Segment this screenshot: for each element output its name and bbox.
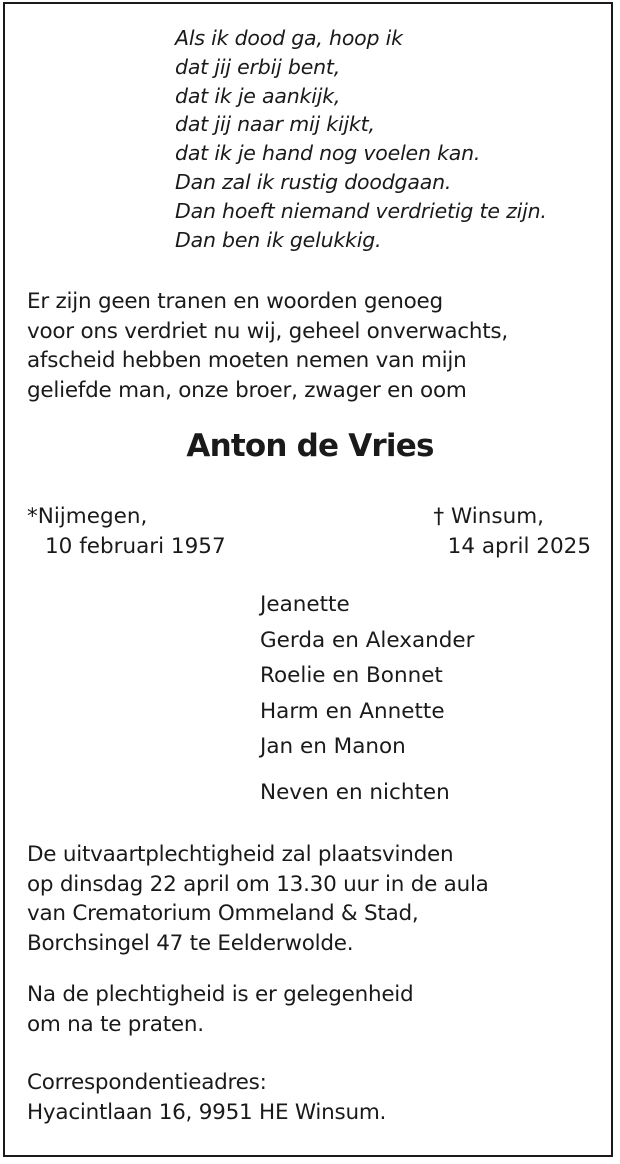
gathering-line: om na te praten. <box>27 1011 204 1037</box>
intro-line: voor ons verdriet nu wij, geheel onverwachts, <box>27 318 508 344</box>
birth-info <box>27 502 226 562</box>
poem <box>175 24 547 254</box>
service-line: van Crematorium Ommeland & Stad, <box>27 901 419 926</box>
intro-line: Er zijn geen tranen en woorden genoeg <box>27 289 443 314</box>
intro-line: afscheid hebben moeten nemen van mijn <box>27 348 467 373</box>
service-info <box>27 840 489 958</box>
birth-date: 10 februari 1957 <box>45 534 226 559</box>
mourner: Roelie en Bonnet <box>260 663 443 688</box>
correspondence-street: Hyacintlaan 16, 9951 HE Winsum. <box>27 1099 387 1125</box>
relatives: Neven en nichten <box>260 780 450 805</box>
poem-line: Dan ben ik gelukkig. <box>175 227 382 252</box>
mourner: Jeanette <box>260 592 350 617</box>
death-place: † Winsum, <box>433 504 544 529</box>
service-line: op dinsdag 22 april om 13.30 uur in de aula <box>27 871 489 897</box>
poem-line: Dan hoeft niemand verdrietig te zijn. <box>175 198 547 223</box>
poem-line: dat jij naar mij kijkt, <box>175 112 375 137</box>
mourner: Jan en Manon <box>260 734 406 759</box>
service-line: Borchsingel 47 te Eelderwolde. <box>27 930 354 956</box>
poem-line: Dan zal ik rustig doodgaan. <box>175 169 452 194</box>
intro-line: geliefde man, onze broer, zwager en oom <box>27 377 467 403</box>
service-line: De uitvaartplechtigheid zal plaatsvinden <box>27 842 454 867</box>
poem-line: dat jij erbij bent, <box>175 54 341 79</box>
poem-line: dat ik je hand nog voelen kan. <box>175 141 481 166</box>
correspondence-label: Correspondentieadres: <box>27 1070 267 1095</box>
poem-line: dat ik je aankijk, <box>175 83 341 108</box>
correspondence-address <box>27 1068 386 1127</box>
mourner: Harm en Annette <box>260 698 445 724</box>
gathering-info <box>27 980 413 1039</box>
birth-place: *Nijmegen, <box>27 504 148 529</box>
gathering-line: Na de plechtigheid is er gelegenheid <box>27 982 414 1007</box>
death-info <box>433 502 591 562</box>
poem-line: Als ik dood ga, hoop ik <box>175 26 403 50</box>
deceased-name: Anton de Vries <box>186 428 434 464</box>
mourners-list <box>260 590 474 768</box>
death-date: 14 april 2025 <box>447 534 591 559</box>
intro-text <box>27 287 508 405</box>
mourner: Gerda en Alexander <box>260 627 475 653</box>
